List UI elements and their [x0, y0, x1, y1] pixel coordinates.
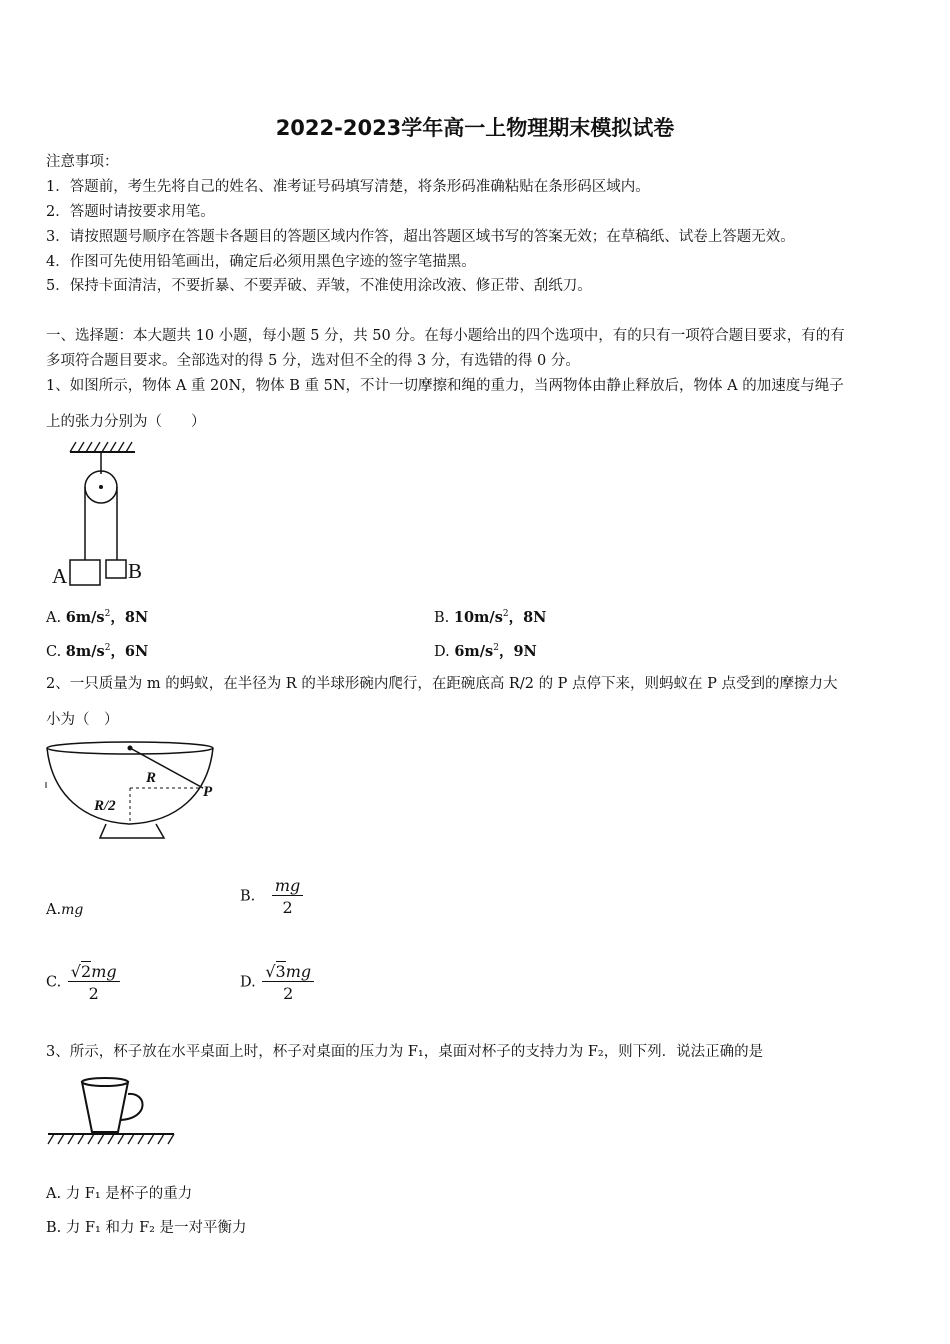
question-3-option-b[interactable]: B. 力 F₁ 和力 F₂ 是一对平衡力 — [46, 1220, 247, 1236]
cup-on-table-diagram — [44, 1074, 179, 1149]
bowl-diagram — [44, 740, 224, 850]
block-b-label: B — [128, 559, 143, 583]
notice-item-4: 4．作图可先使用铅笔画出，确定后必须用黑色字迹的签字笔描黑。 — [46, 254, 476, 270]
page-title: 2022-2023学年高一上物理期末模拟试卷 — [275, 116, 675, 140]
question-1-stem-line-2: 上的张力分别为（ ） — [46, 414, 206, 430]
half-radius-label: R/2 — [94, 798, 116, 814]
question-1-option-b[interactable]: B. $10m/s^2$，8N — [434, 609, 547, 626]
notice-heading: 注意事项： — [46, 154, 119, 170]
question-3-option-a[interactable]: A. 力 F₁ 是杯子的重力 — [46, 1186, 193, 1202]
question-2-option-b[interactable]: B. $\frac{mg}{2}$ — [240, 876, 303, 917]
point-p-label: P — [203, 784, 213, 800]
question-2-stem-line-1: 2、一只质量为 m 的蚂蚁，在半径为 R 的半球形碗内爬行，在距碗底高 R/2 的 P 点停下来，则蚂蚁在 P 点受到的摩擦力大 — [46, 676, 838, 692]
question-1-stem-line-1: 1、如图所示，物体 A 重 20N，物体 B 重 5N，不计一切摩擦和绳的重力，当两物体由静止释放后，物体 A 的加速度与绳子 — [46, 378, 844, 394]
question-2-option-a[interactable]: A.mg — [46, 902, 84, 918]
section-heading-line-1: 一、选择题：本大题共 10 小题，每小题 5 分，共 50 分。在每小题给出的四个选项中，有的只有一项符合题目要求，有的有 — [46, 328, 845, 344]
radius-label: R — [146, 770, 157, 786]
section-heading-line-2: 多项符合题目要求。全部选对的得 5 分，选对但不全的得 3 分，有选错的得 0 分。 — [46, 353, 580, 369]
question-2-option-d[interactable]: D. $\frac{√3mg}{2}$ — [240, 962, 314, 1003]
notice-item-2: 2．答题时请按要求用笔。 — [46, 204, 215, 220]
pulley-diagram — [40, 440, 160, 590]
notice-item-5: 5．保持卡面清洁，不要折暴、不要弄破、弄皱，不准使用涂改液、修正带、刮纸刀。 — [46, 278, 592, 294]
question-1-option-d[interactable]: D. $6m/s^2$，9N — [434, 643, 537, 660]
question-3-stem: 3、所示，杯子放在水平桌面上时，杯子对桌面的压力为 F₁，桌面对杯子的支持力为 F₂，则下列．说法正确的是 — [46, 1044, 764, 1060]
notice-item-3: 3．请按照题号顺序在答题卡各题目的答题区域内作答，超出答题区域书写的答案无效；在草稿纸、试卷上答题无效。 — [46, 229, 795, 245]
question-1-option-c[interactable]: C. $8m/s^2$，6N — [46, 643, 149, 660]
question-2-stem-line-2: 小为（ ） — [46, 712, 119, 728]
block-a-label: A — [52, 564, 68, 588]
notice-item-1: 1．答题前，考生先将自己的姓名、准考证号码填写清楚，将条形码准确粘贴在条形码区域内。 — [46, 179, 650, 195]
question-1-option-a[interactable]: A. $6m/s^2$，8N — [46, 609, 149, 626]
question-2-option-c[interactable]: C. $\frac{√2mg}{2}$ — [46, 962, 120, 1003]
